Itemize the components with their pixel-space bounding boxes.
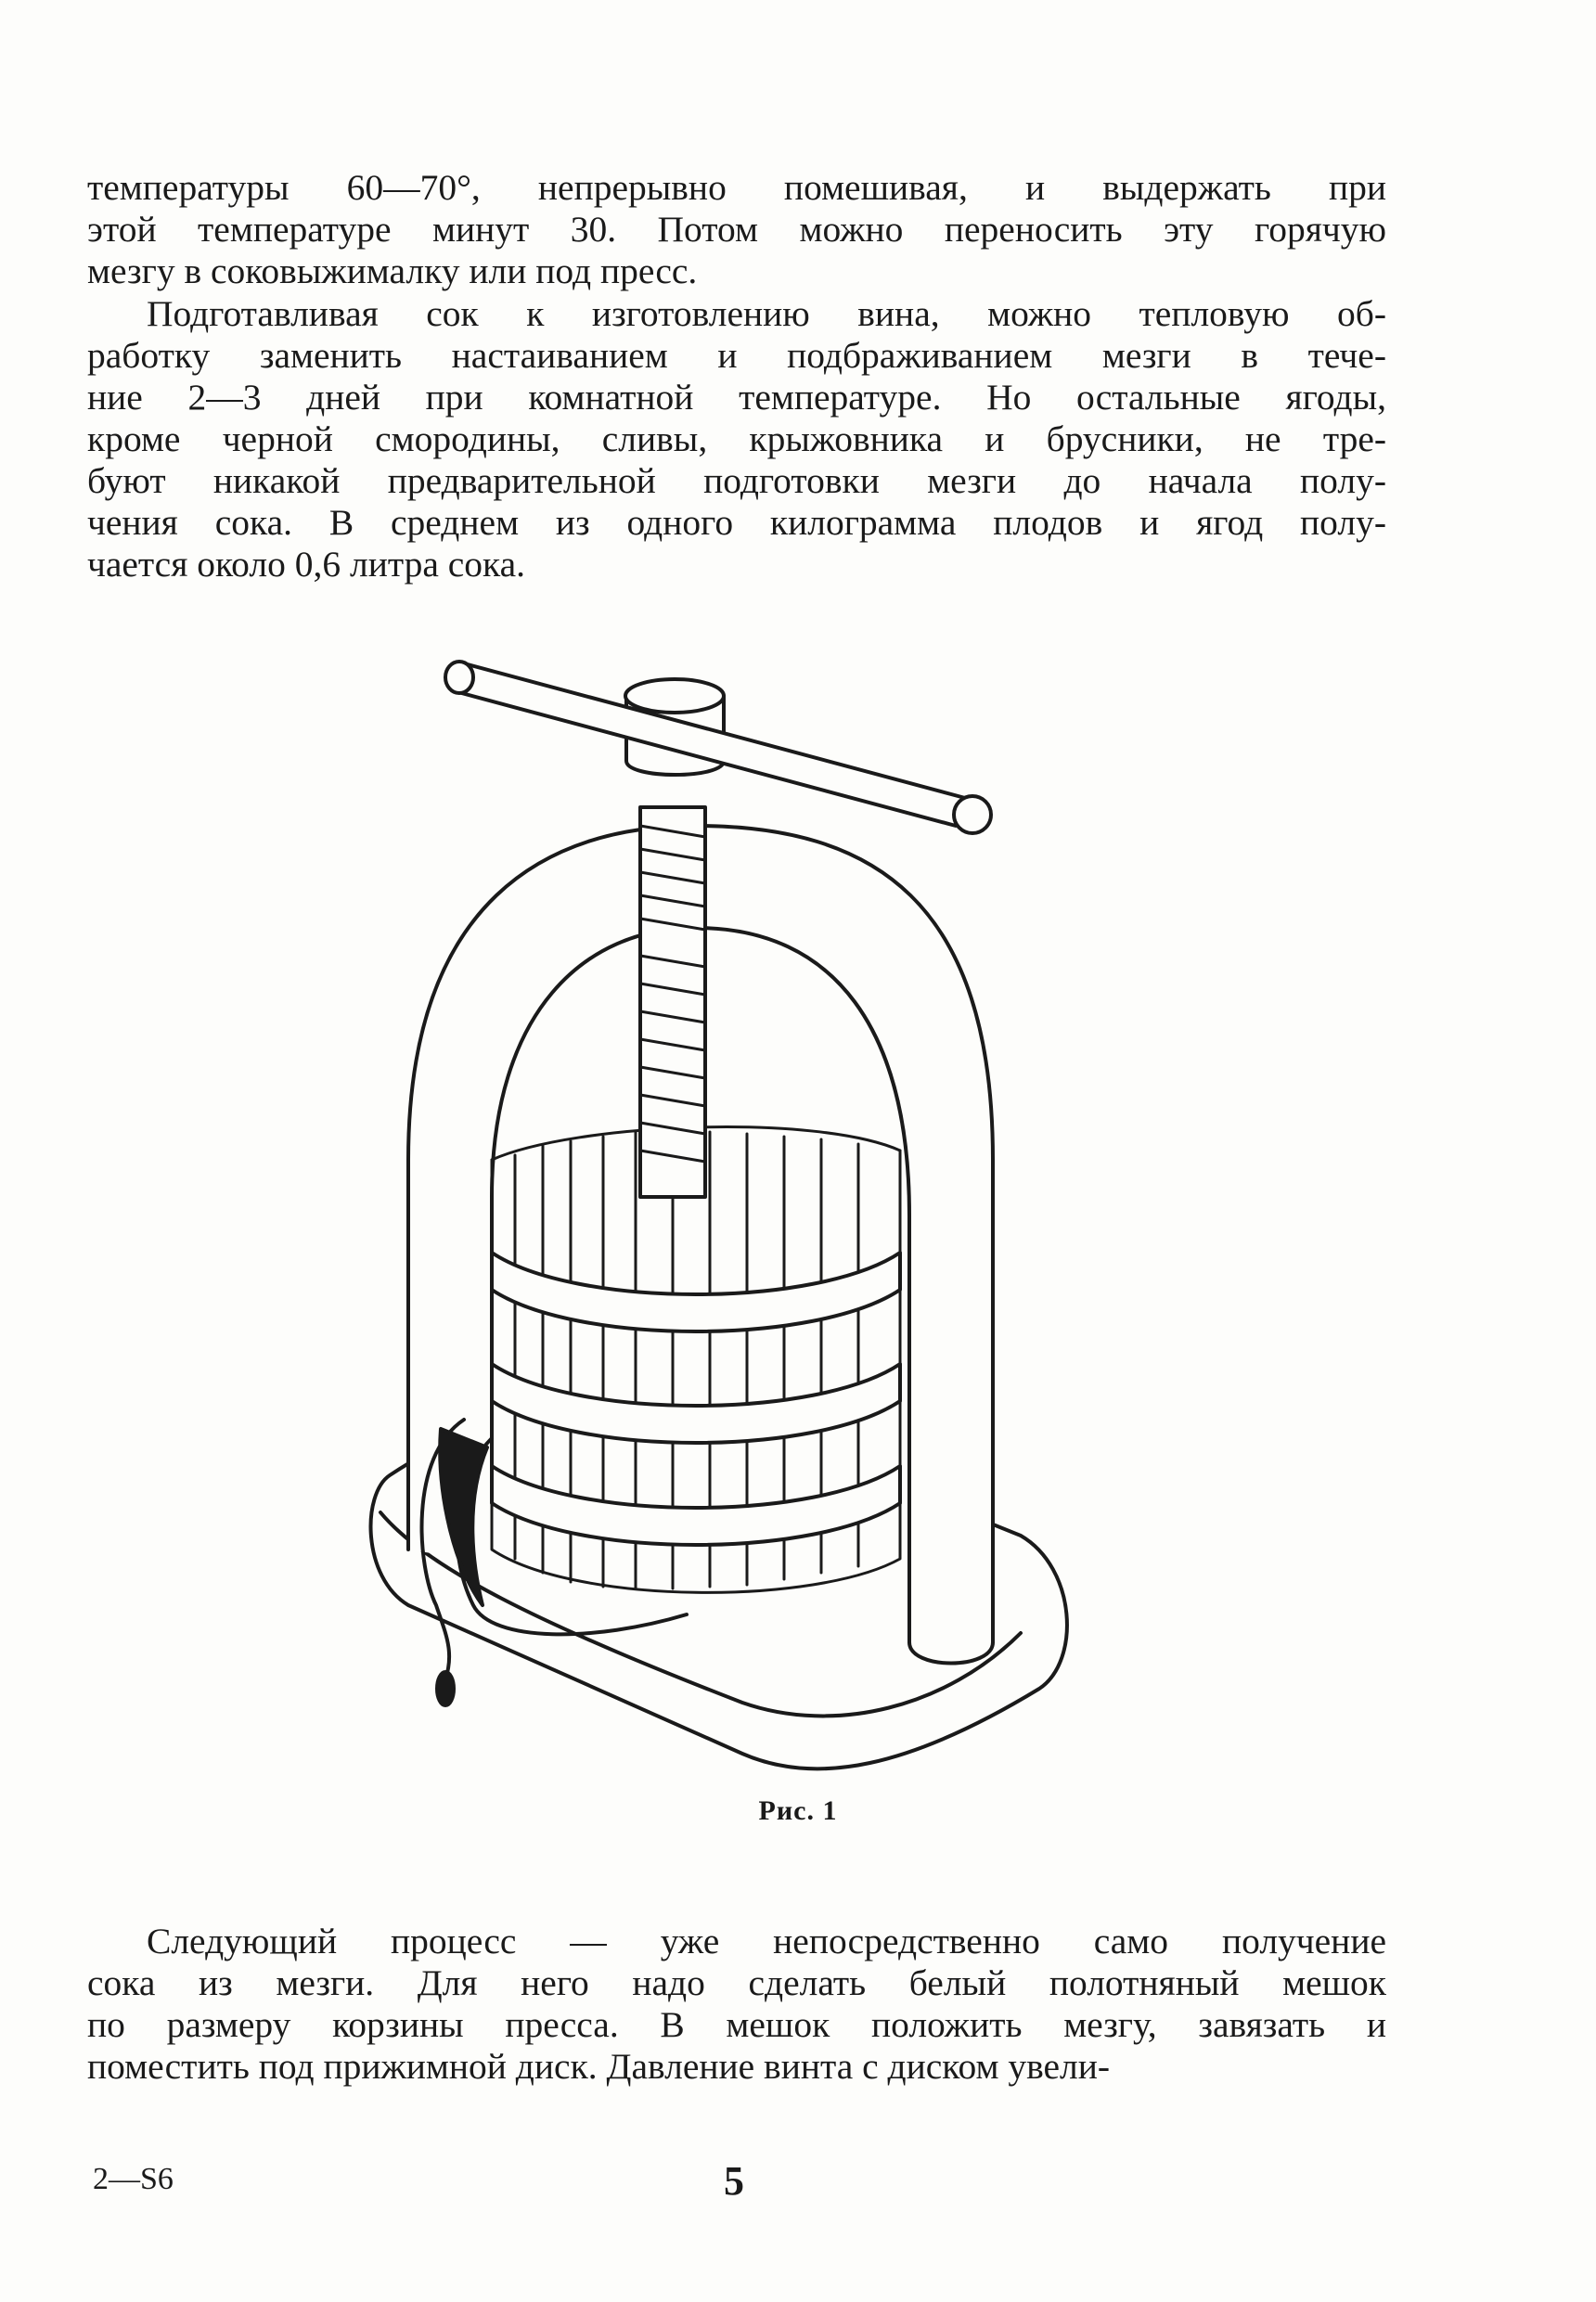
text-line: сока из мезги. Для него надо сделать белый полотняный мешок <box>87 1962 1386 2003</box>
paragraph-3 <box>87 1921 1386 2088</box>
text-line: кроме черной смородины, сливы, крыжовника и брусники, не тре- <box>87 418 1386 459</box>
text-line: ние 2—3 дней при комнатной температуре. Но остальные ягоды, <box>87 377 1386 418</box>
text-line: буют никакой предварительной подготовки мезги до начала полу- <box>87 460 1386 501</box>
text-line: мезгу в соковыжималку или под пресс. <box>87 251 698 291</box>
text-line: чения сока. В среднем из одного килограмма плодов и ягод полу- <box>87 502 1386 543</box>
figure-caption: Рис. 1 <box>758 1795 838 1826</box>
printer-signature: 2—S6 <box>93 2162 174 2196</box>
text-line: этой температуре минут 30. Потом можно переносить эту горячую <box>87 209 1386 250</box>
paragraph-1 <box>87 167 1386 292</box>
text-line: чается около 0,6 литра сока. <box>87 544 526 585</box>
text-line: температуры 60—70°, непрерывно помешивая, и выдержать при <box>87 167 1386 208</box>
text-line: работку заменить настаиванием и подбраживанием мезги в тече- <box>87 335 1386 376</box>
text-line: Подготавливая сок к изготовлению вина, можно тепловую об- <box>147 293 1386 334</box>
page-number: 5 <box>724 2158 744 2204</box>
fruit-press-illustration <box>353 640 1076 1781</box>
text-line: Следующий процесс — уже непосредственно само получение <box>147 1921 1386 1961</box>
text-line: поместить под прижимной диск. Давление винта с диском увели- <box>87 2046 1111 2087</box>
text-line: по размеру корзины пресса. В мешок положить мезгу, завязать и <box>87 2004 1386 2045</box>
paragraph-2 <box>87 293 1386 585</box>
